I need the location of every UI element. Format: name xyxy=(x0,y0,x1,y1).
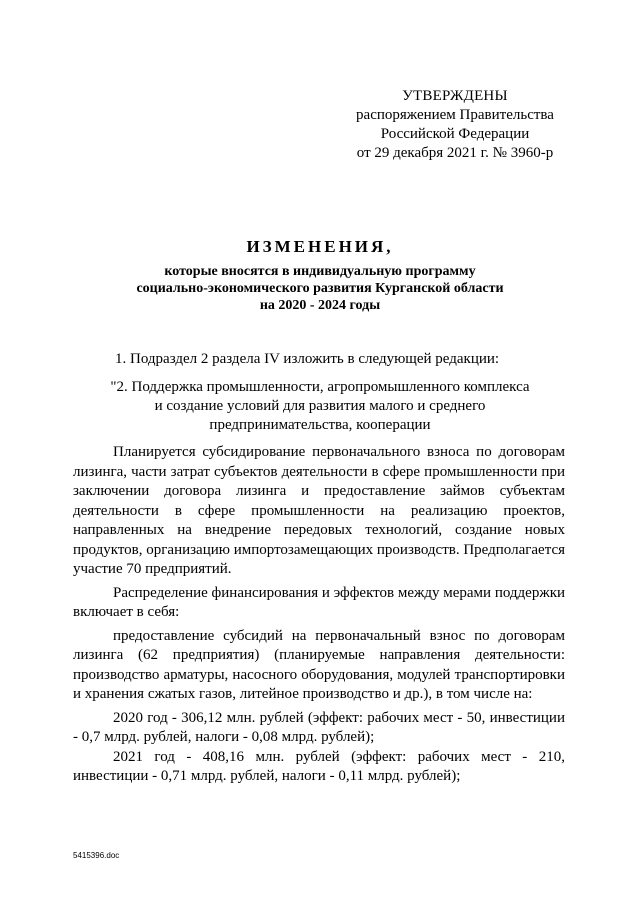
approval-line-1: распоряжением Правительства xyxy=(356,107,554,123)
paragraph-plan: Планируется субсидирование первоначального взноса по договорам лизинга, части затрат субъектов деятельности в сфере промышленности при заключении договора лизинга и предоставление займов субъектам деятельности в сфере промышленности на реализацию проектов, направленных на внедрение передовых технологий, создание новых продуктов, организацию импортозамещающих производств. Предполагается участие 70 предприятий. xyxy=(73,444,566,577)
document-title xyxy=(70,236,570,314)
approval-line-2: Российской Федерации xyxy=(380,126,530,142)
approval-stamp xyxy=(330,87,580,163)
paragraph-2021: 2021 год - 408,16 млн. рублей (эффект: рабочих мест - 210, инвестиции - 0,71 млрд. рублей, налоги - 0,11 млрд. рублей); xyxy=(73,748,565,784)
paragraph-2020: 2020 год - 306,12 млн. рублей (эффект: рабочих мест - 50, инвестиции - 0,7 млрд. рублей, налоги - 0,08 млрд. рублей); xyxy=(73,709,565,745)
subsection-line-1: "2. Поддержка промышленности, агропромышленного комплекса xyxy=(110,379,530,395)
title-line-1: которые вносятся в индивидуальную программу xyxy=(164,264,476,279)
paragraph-subsidies: предоставление субсидий на первоначальный взнос по договорам лизинга (62 предприятия) (планируемые направления деятельности: производство арматуры, насосного оборудования, модулей транспортировки и хранения сжатых газов, литейное производство и др.), в том числе на: xyxy=(73,627,565,702)
subsection-line-3: предпринимательства, кооперации xyxy=(209,417,431,433)
title-main: ИЗМЕНЕНИЯ, xyxy=(246,237,394,256)
title-line-2: социально-экономического развития Курганской области xyxy=(136,281,504,296)
body-text xyxy=(73,443,565,787)
document-code: 5415396.doc xyxy=(73,851,120,860)
approval-heading: УТВЕРЖДЕНЫ xyxy=(402,88,508,104)
subsection-line-2: и создание условий для развития малого и среднего xyxy=(154,398,486,414)
paragraph-distribution: Распределение финансирования и эффектов между мерами поддержки включает в себя: xyxy=(73,584,566,620)
subsection-heading xyxy=(70,378,570,435)
approval-line-3: от 29 декабря 2021 г. № 3960-р xyxy=(356,145,554,161)
title-line-3: на 2020 - 2024 годы xyxy=(259,298,381,313)
item-1: 1. Подраздел 2 раздела IV изложить в следующей редакции: xyxy=(115,351,500,367)
